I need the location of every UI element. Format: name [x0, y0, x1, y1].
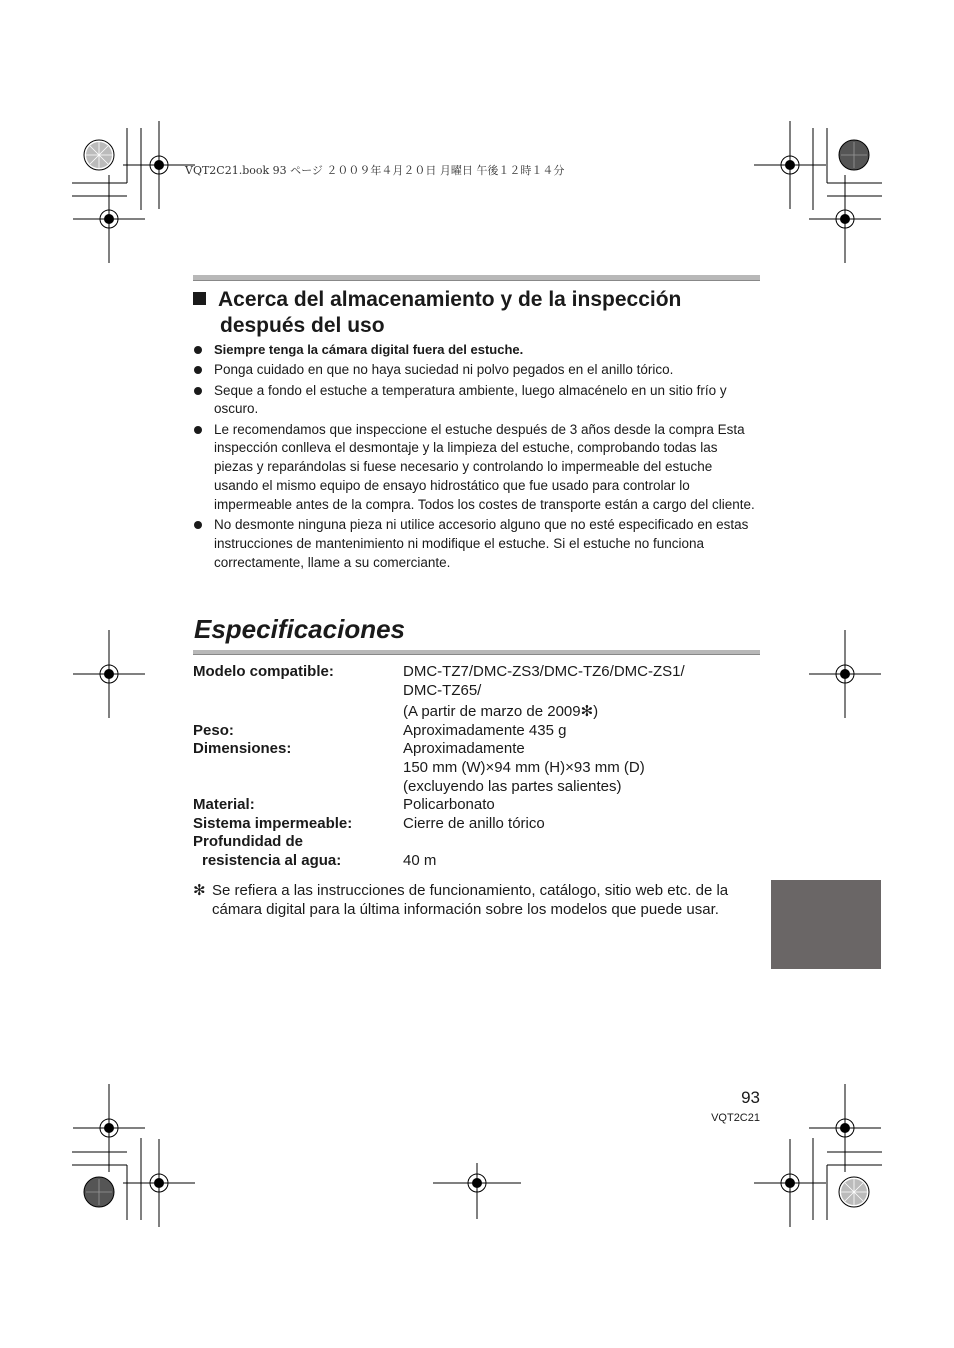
list-item-text: Ponga cuidado en que no haya suciedad ni polvo pegados en el anillo tórico. — [214, 362, 674, 378]
spec-value — [403, 740, 760, 796]
spec-label: Modelo compatible: — [193, 663, 334, 680]
chapter-tab — [771, 880, 881, 969]
print-info-header: VQT2C21.book 93 ページ ２００９年４月２０日 月曜日 午後１２時１４分 — [185, 164, 565, 177]
asterisk-icon: ✻ — [193, 882, 206, 899]
spec-value-line: DMC-TZ7/DMC-ZS3/DMC-TZ6/DMC-ZS1/ — [403, 663, 685, 680]
spec-value: Policarbonato — [403, 796, 495, 814]
spec-label: Dimensiones: — [193, 740, 292, 758]
bullet-dot-icon — [194, 426, 202, 434]
spec-value — [403, 663, 760, 722]
spec-label: Material: — [193, 796, 255, 814]
section-title — [193, 287, 753, 339]
spec-value-line: Aproximadamente — [403, 740, 525, 758]
spec-row-model — [193, 663, 760, 722]
footnote-text: Se refiera a las instrucciones de funcionamiento, catálogo, sitio web etc. de la cámara digital para la última información sobre los modelos que puede usar. — [212, 882, 729, 918]
footnote — [193, 882, 763, 919]
document-code: VQT2C21 — [711, 1112, 760, 1124]
spec-label: resistencia al agua: — [202, 851, 342, 869]
care-bullet-list — [193, 341, 759, 574]
specifications-rule — [193, 650, 760, 655]
page-number: 93 — [741, 1088, 760, 1107]
spec-row-material — [193, 796, 760, 815]
bullet-dot-icon — [194, 346, 202, 354]
section-rule — [193, 275, 760, 281]
spec-label: Profundidad de — [193, 833, 303, 851]
spec-row-waterproof — [193, 815, 760, 834]
bullet-dot-icon — [194, 521, 202, 529]
spec-row-depth — [193, 833, 760, 852]
list-item-text: Siempre tenga la cámara digital fuera del estuche. — [214, 342, 524, 357]
list-item — [193, 421, 759, 515]
specifications-title: Especificaciones — [194, 614, 405, 644]
list-item — [193, 341, 759, 360]
spec-value-line: (A partir de marzo de 2009✻) — [403, 703, 599, 721]
spec-label: Peso: — [193, 721, 234, 739]
specifications-table — [193, 663, 760, 871]
list-item-text: Le recomendamos que inspeccione el estuche después de 3 años desde la compra Esta inspección conlleva el desmontaje y la limpieza del estuche, comprobando todas las piezas y reparándolas si fuese necesario y controlando lo impermeable del estuche usando el mismo equipo de ensayo hidrostático que fue usado para controlar lo impermeable antes de la compra. Todos los costes de transporte están a cargo del cliente. — [214, 421, 755, 512]
list-item — [193, 516, 759, 572]
spec-row-depth-value — [193, 852, 760, 871]
spec-value-line: DMC-TZ65/ — [403, 681, 482, 699]
spec-value: Aproximadamente 435 g — [403, 721, 567, 739]
spec-value-line: 150 mm (W)×94 mm (H)×93 mm (D) — [403, 758, 645, 776]
spec-row-weight — [193, 722, 760, 741]
bullet-dot-icon — [194, 366, 202, 374]
list-item-text: Seque a fondo el estuche a temperatura ambiente, luego almacénelo en un sitio frío y oscuro. — [214, 382, 727, 417]
square-bullet-icon — [193, 292, 206, 305]
spec-value: Cierre de anillo tórico — [403, 814, 545, 832]
list-item — [193, 382, 759, 420]
bullet-dot-icon — [194, 387, 202, 395]
spec-label: Sistema impermeable: — [193, 814, 353, 832]
section-title-line2: después del uso — [220, 314, 385, 337]
spec-row-dimensions — [193, 740, 760, 796]
spec-value: 40 m — [403, 851, 437, 869]
list-item-text: No desmonte ninguna pieza ni utilice accesorio alguno que no esté especificado en estas instrucciones de mantenimiento ni modifique el estuche. Si el estuche no funciona correctamente, llame a su comerciante. — [214, 517, 749, 570]
section-title-line1: Acerca del almacenamiento y de la inspección — [218, 288, 682, 311]
spec-value-line: (excluyendo las partes salientes) — [403, 777, 622, 795]
list-item — [193, 361, 759, 380]
